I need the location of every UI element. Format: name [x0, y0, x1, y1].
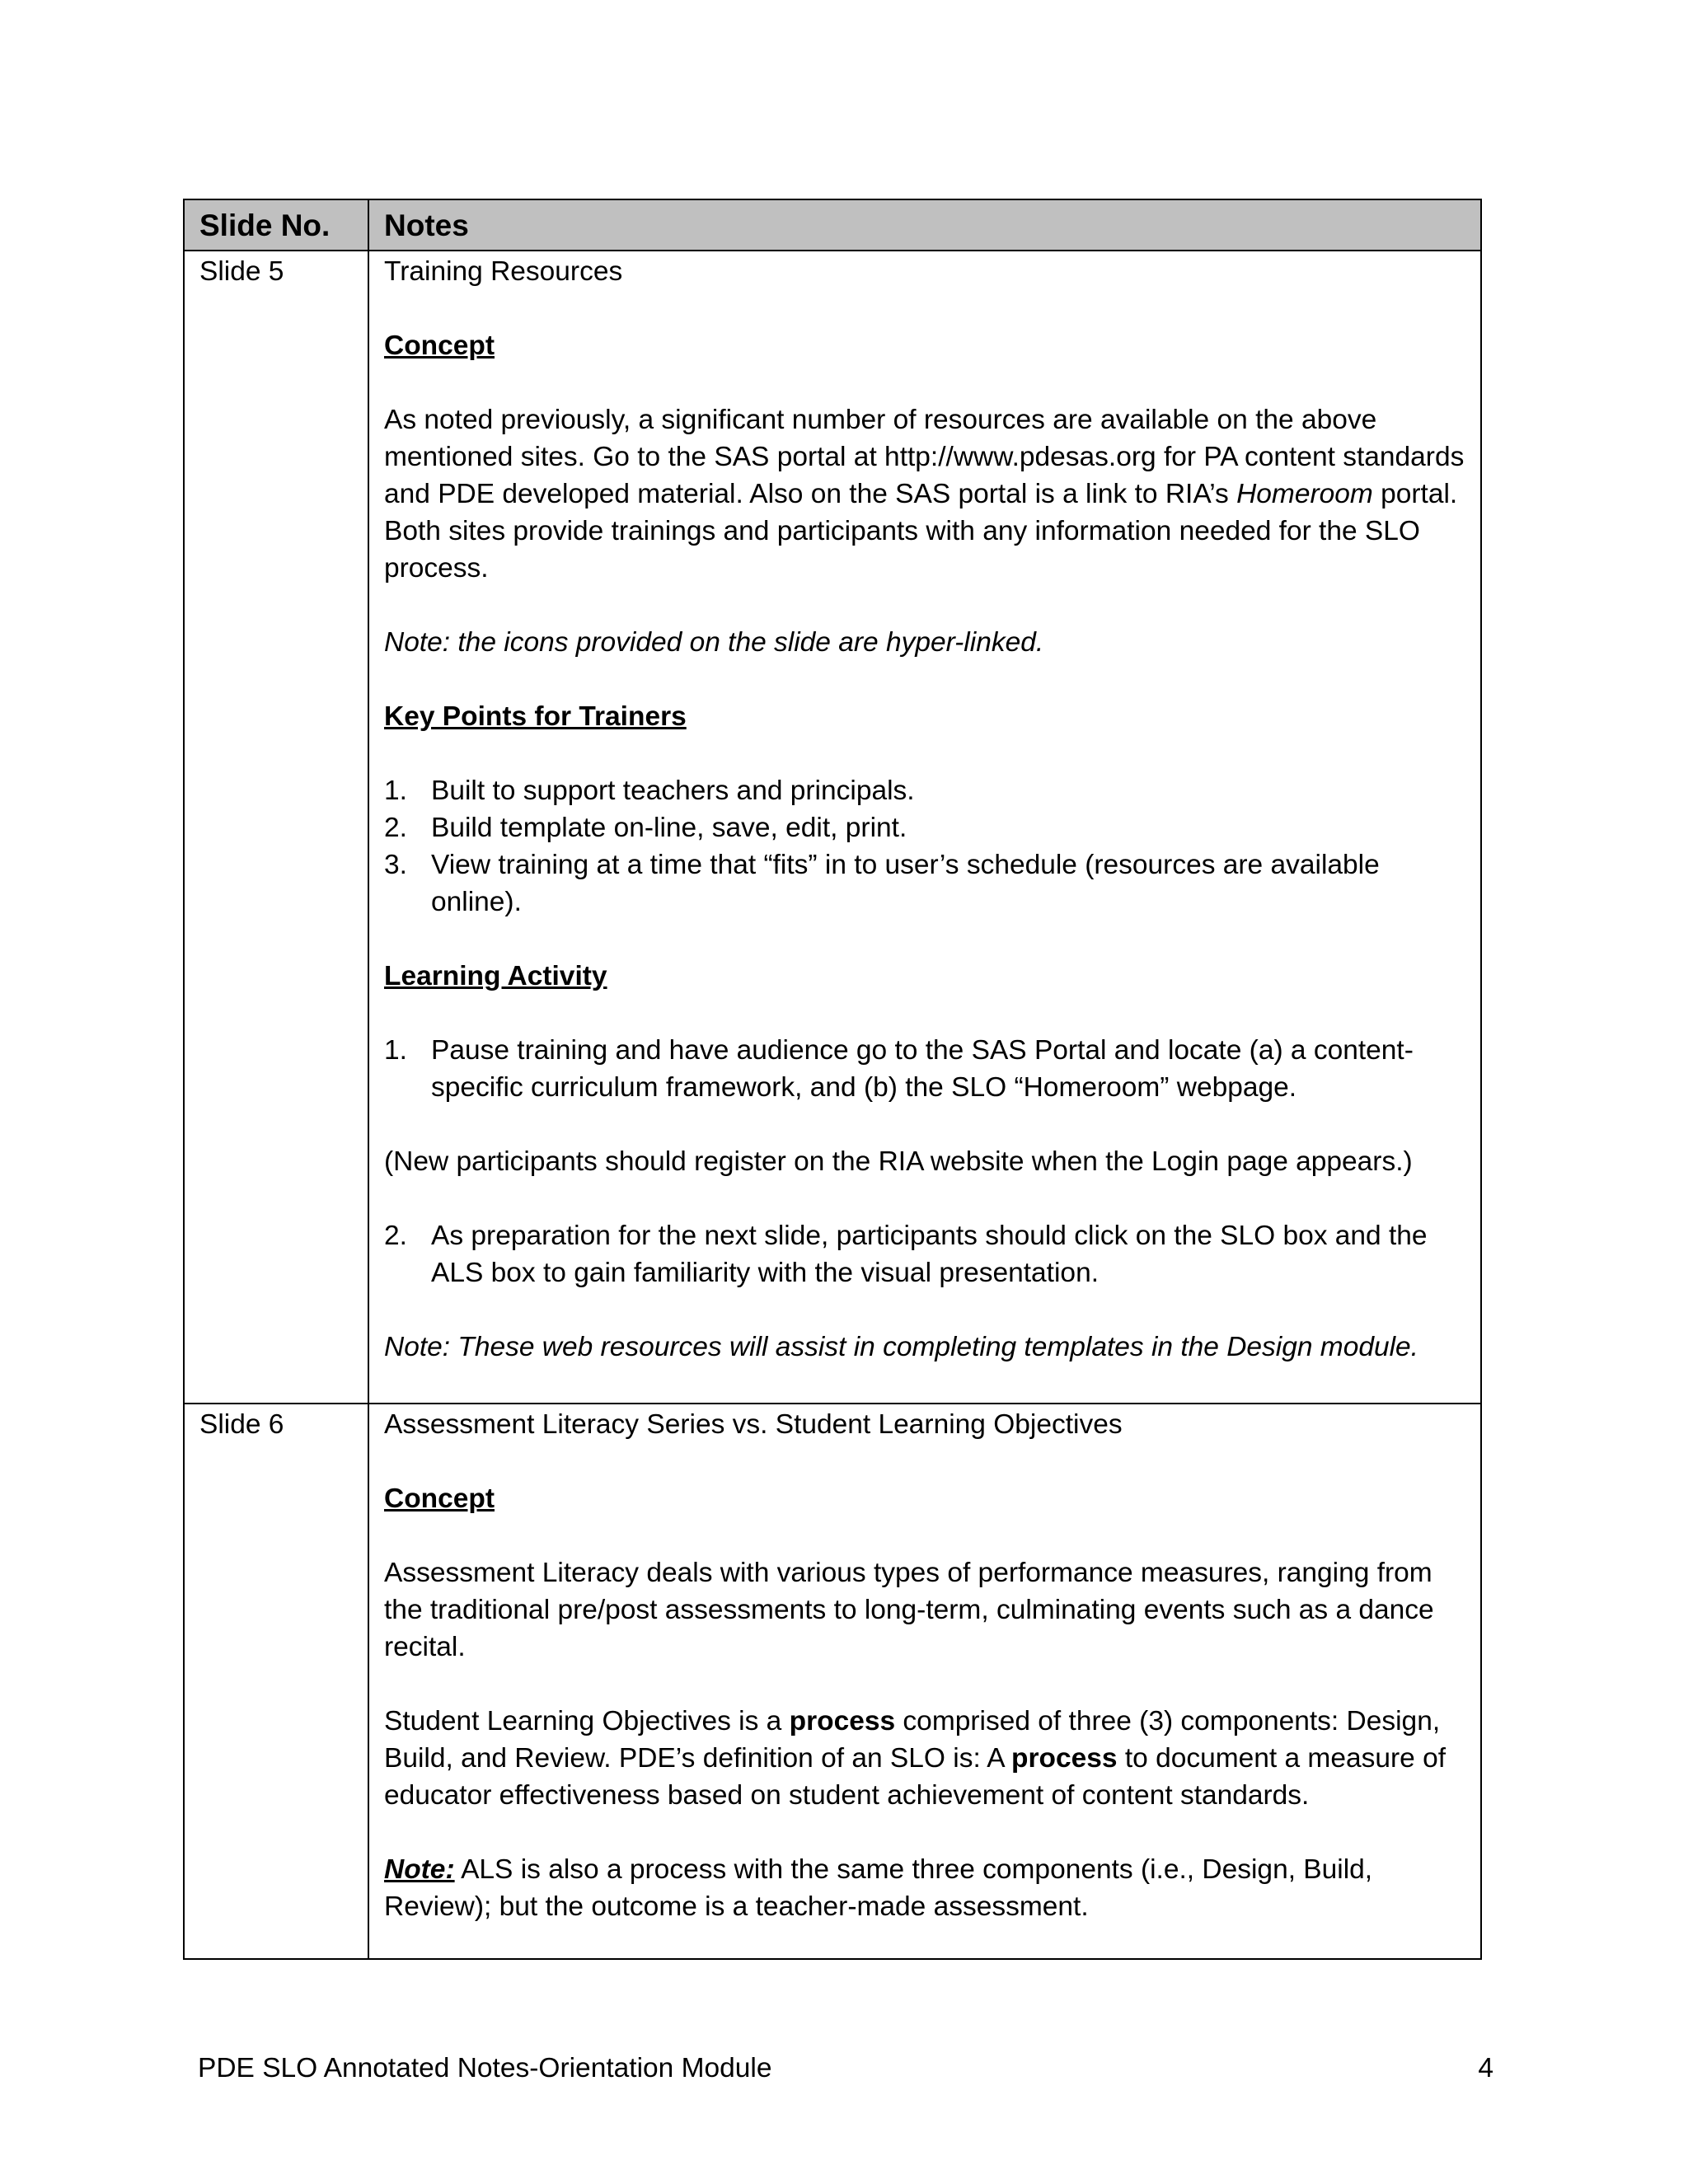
concept-heading: Concept	[384, 1483, 495, 1514]
als-note-paragraph	[384, 1851, 1465, 1925]
slide-number-cell: Slide 5	[184, 251, 368, 1404]
list-number: 3.	[384, 850, 407, 880]
slo-text-b: comprised of three (3) components: Design, Build, and Review. PDE’s definition of an SLO is: A	[384, 1706, 1441, 1774]
assessment-literacy-paragraph: Assessment Literacy deals with various types of performance measures, ranging from the traditional pre/post assessments to long-term, culminating events such as a dance recital.	[384, 1558, 1434, 1662]
page-number: 4	[1478, 2053, 1493, 2083]
concept-heading: Concept	[384, 330, 495, 361]
key-points-list	[384, 772, 1465, 921]
note-web-resources: Note: These web resources will assist in completing templates in the Design module.	[384, 1332, 1418, 1362]
slide-title: Assessment Literacy Series vs. Student Learning Objectives	[384, 1409, 1123, 1440]
homeroom-text: Homeroom	[1236, 479, 1373, 509]
learning-activity-list-2	[384, 1217, 1465, 1291]
learning-activity-list	[384, 1032, 1465, 1106]
list-item	[384, 772, 1465, 809]
notes-table	[183, 199, 1482, 1960]
slide-title: Training Resources	[384, 256, 623, 287]
concept-text: As noted previously, a significant number of resources are available on the above mentioned sites. Go to the SAS portal at http://www.pdesas.org for PA content standards and PDE developed material. Also on the SAS portal is a link to RIA’s	[384, 405, 1465, 509]
list-item	[384, 1217, 1465, 1291]
header-notes: Notes	[368, 199, 1481, 251]
process-bold-2: process	[1011, 1743, 1118, 1774]
slide-number-cell: Slide 6	[184, 1404, 368, 1959]
new-participants-note: (New participants should register on the RIA website when the Login page appears.)	[384, 1146, 1413, 1177]
als-note-text: ALS is also a process with the same three components (i.e., Design, Build, Review); but the outcome is a teacher-made assessment.	[384, 1854, 1373, 1922]
list-item	[384, 846, 1465, 921]
process-bold: process	[789, 1706, 896, 1736]
table-row	[184, 1404, 1481, 1959]
concept-paragraph	[384, 401, 1465, 587]
key-points-heading: Key Points for Trainers	[384, 701, 687, 732]
note-label: Note:	[384, 1854, 455, 1885]
list-number: 1.	[384, 1035, 407, 1066]
list-item	[384, 1032, 1465, 1106]
list-item	[384, 809, 1465, 846]
slo-text-c: to document a measure of educator effectiveness based on student achievement of content standards.	[384, 1743, 1447, 1811]
notes-cell	[368, 1404, 1481, 1959]
slo-definition-paragraph	[384, 1703, 1465, 1814]
table-header-row	[184, 199, 1481, 251]
list-text: As preparation for the next slide, participants should click on the SLO box and the ALS box to gain familiarity with the visual presentation.	[431, 1221, 1428, 1288]
list-number: 2.	[384, 813, 407, 843]
concept-text-cont: portal. Both sites provide trainings and participants with any information needed for the SLO process.	[384, 479, 1458, 583]
list-number: 2.	[384, 1221, 407, 1251]
list-text: View training at a time that “fits” in to user’s schedule (resources are available online).	[431, 850, 1380, 917]
learning-activity-heading: Learning Activity	[384, 961, 607, 991]
table-row	[184, 251, 1481, 1404]
list-number: 1.	[384, 776, 407, 806]
list-text: Pause training and have audience go to the SAS Portal and locate (a) a content-specific curriculum framework, and (b) the SLO “Homeroom” webpage.	[431, 1035, 1414, 1103]
slo-text-a: Student Learning Objectives is a	[384, 1706, 790, 1736]
list-text: Build template on-line, save, edit, print.	[431, 813, 907, 843]
list-text: Built to support teachers and principals.	[431, 776, 915, 806]
header-slide-no: Slide No.	[184, 199, 368, 251]
notes-cell	[368, 251, 1481, 1404]
note-hyperlinked: Note: the icons provided on the slide are hyper-linked.	[384, 627, 1044, 658]
footer-title: PDE SLO Annotated Notes-Orientation Module	[198, 2053, 772, 2083]
